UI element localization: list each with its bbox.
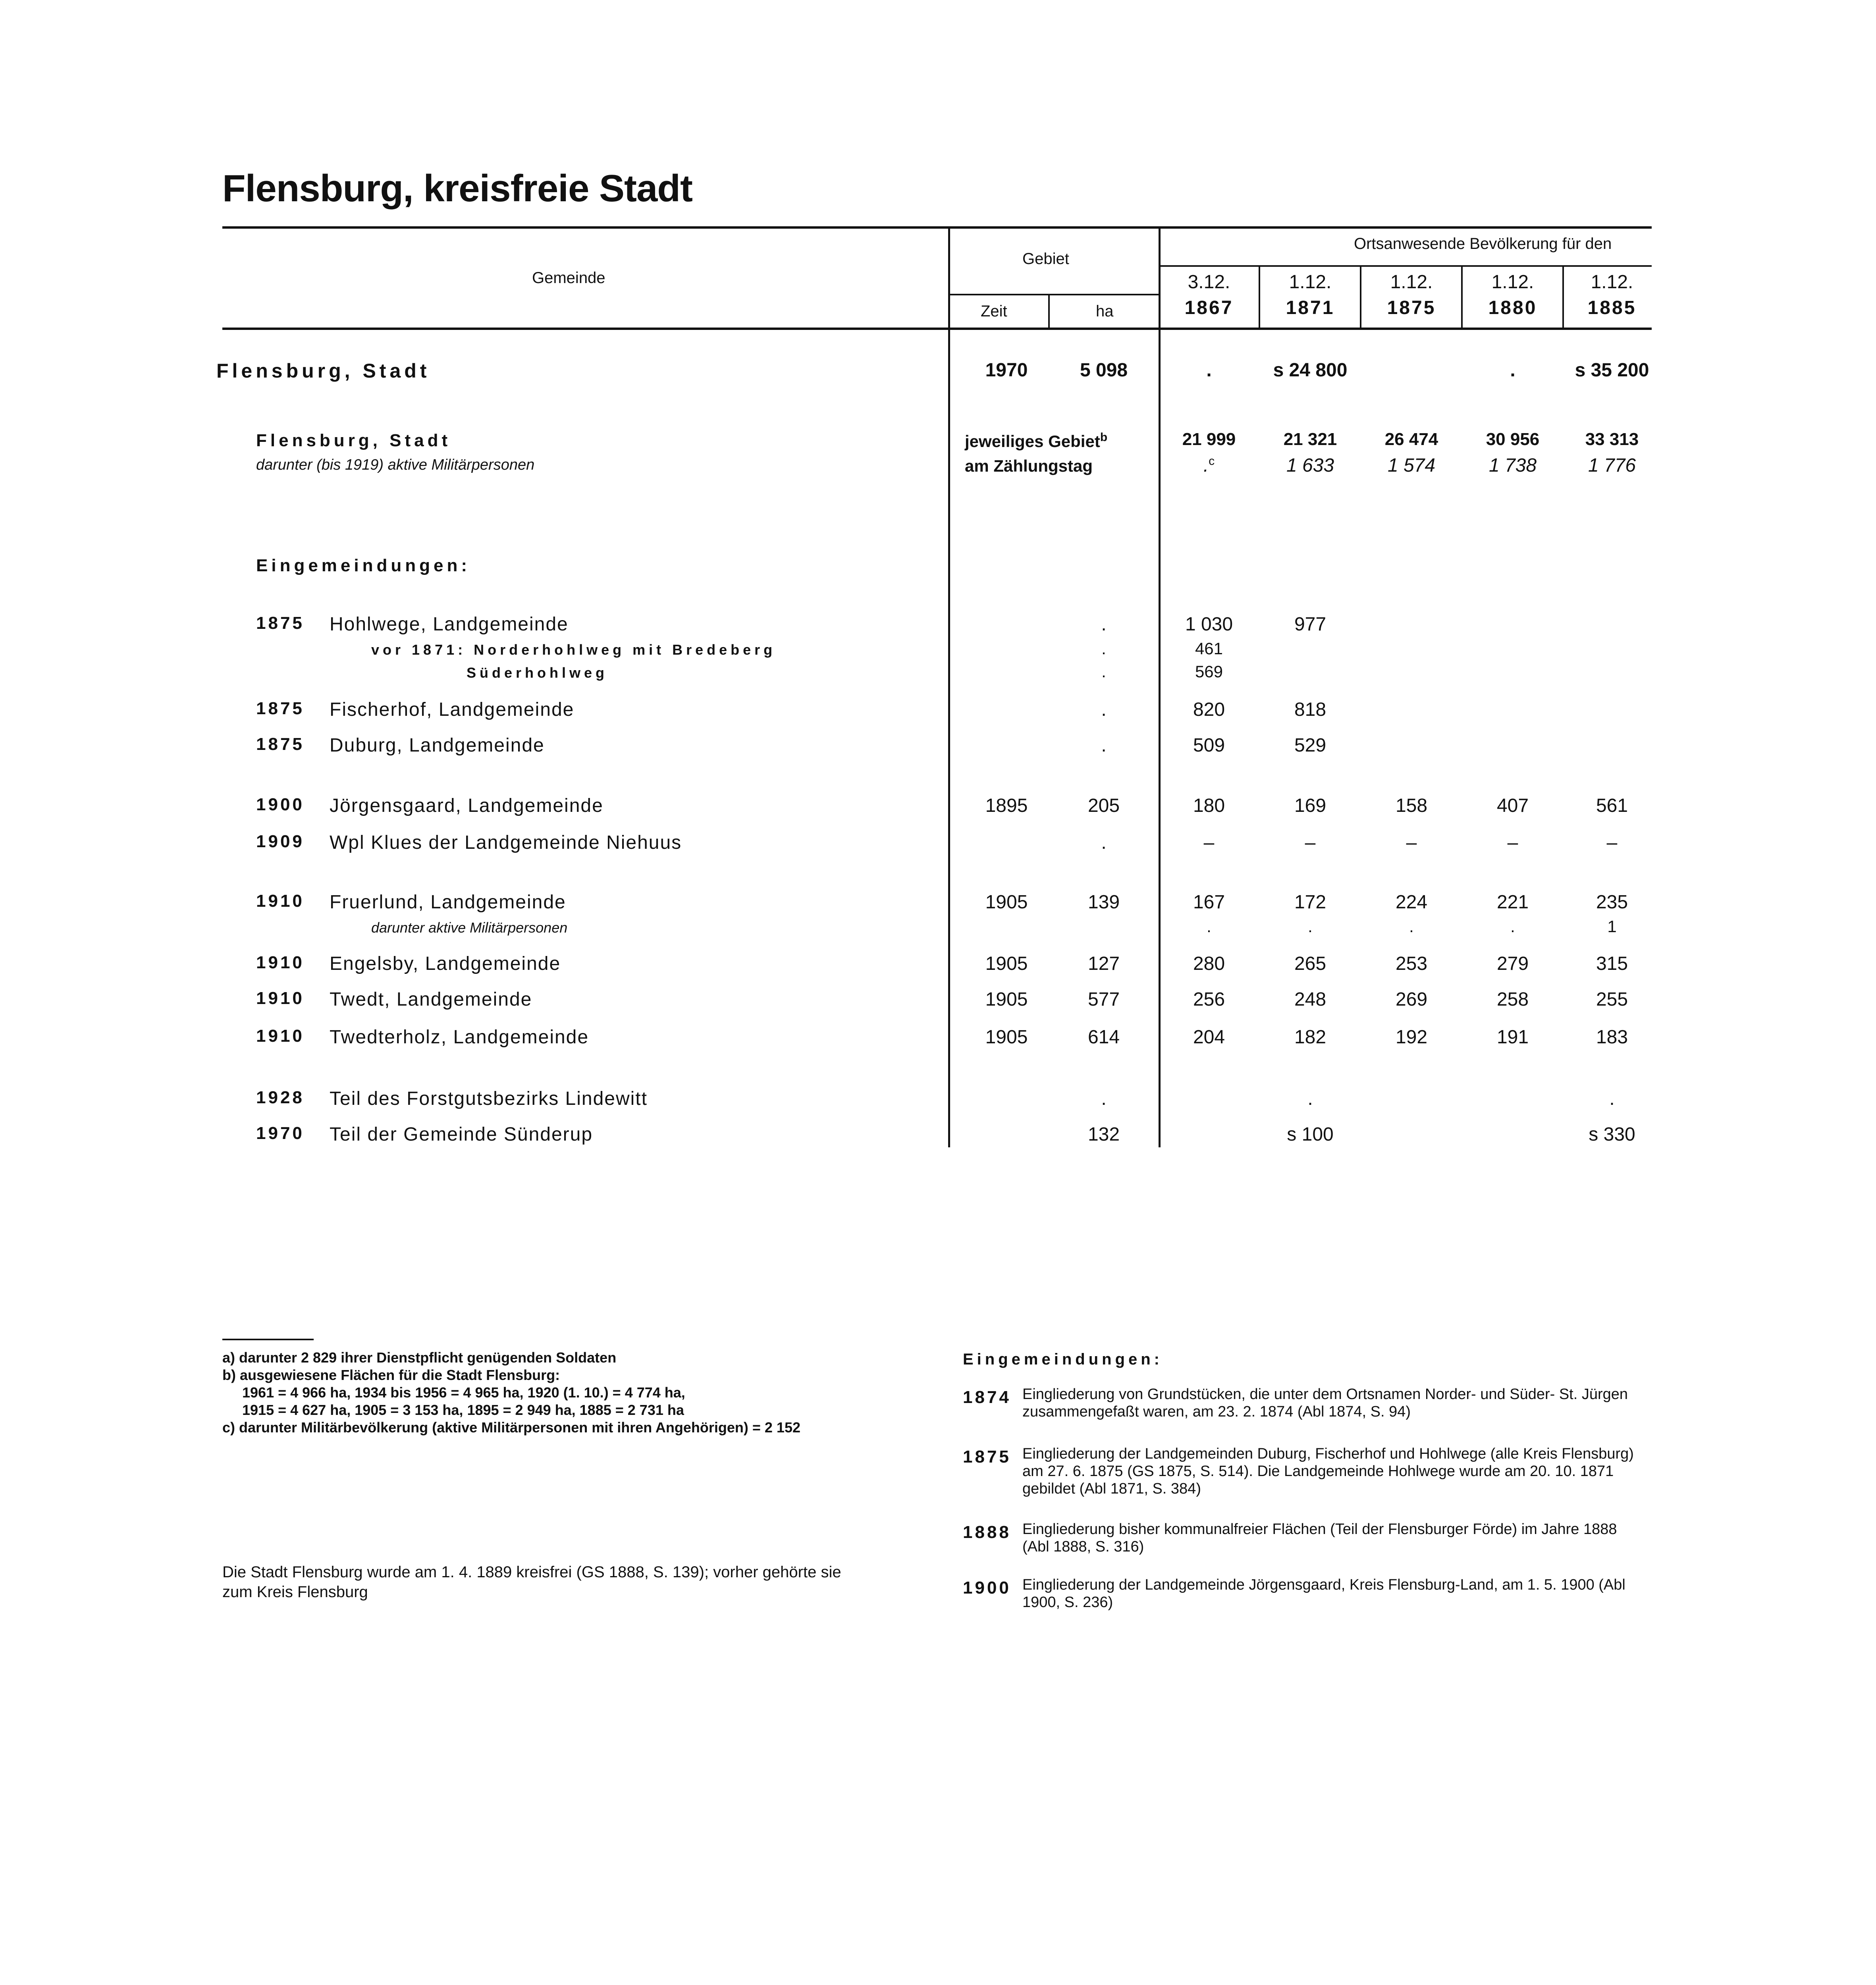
footnote-rule bbox=[222, 1339, 314, 1340]
row-value: 977 bbox=[1294, 614, 1327, 635]
row-name: Fischerhof, Landgemeinde bbox=[330, 699, 575, 720]
population-left-rule bbox=[1159, 226, 1161, 1147]
row-zeit: 1905 bbox=[985, 892, 1028, 913]
row-value: 269 bbox=[1395, 989, 1428, 1010]
row-name: Twedt, Landgemeinde bbox=[330, 989, 532, 1010]
right-note-text: Eingliederung der Landgemeinde Jörgensgaard, Kreis Flensburg-Land, am 1. 5. 1900 (Abl 1900, S. 236) bbox=[1022, 1576, 1625, 1611]
row-value: . bbox=[1308, 917, 1313, 936]
eingemeindungen-heading: Eingemeindungen: bbox=[256, 556, 470, 575]
row-zeit: 1905 bbox=[985, 989, 1028, 1010]
row-year: 1909 bbox=[256, 832, 305, 851]
row-ha: 132 bbox=[1087, 1124, 1120, 1145]
row-name: Jörgensgaard, Landgemeinde bbox=[330, 795, 603, 816]
row-value: 280 bbox=[1193, 953, 1225, 974]
stadt-gebiet-label bbox=[965, 431, 1107, 451]
row-value: 820 bbox=[1193, 699, 1225, 720]
main-row-ha: 5 098 bbox=[1080, 360, 1128, 381]
footnote-b-marker: b bbox=[1100, 431, 1108, 444]
footnote-b: b) ausgewiesene Flächen für die Stadt Flensburg: bbox=[222, 1367, 560, 1383]
row-zeit: 1905 bbox=[985, 1027, 1028, 1048]
footnote-c: c) darunter Militärbevölkerung (aktive Militärpersonen mit ihren Angehörigen) = 2 152 bbox=[222, 1419, 800, 1436]
row-ha: . bbox=[1101, 699, 1107, 720]
row-zeit: 1895 bbox=[985, 795, 1028, 816]
header-gebiet: Gebiet bbox=[1022, 250, 1069, 268]
row-name: Hohlwege, Landgemeinde bbox=[330, 614, 569, 635]
right-note-year: 1875 bbox=[963, 1447, 1011, 1467]
row-year: 1900 bbox=[256, 795, 305, 814]
row-ha: 139 bbox=[1087, 892, 1120, 913]
right-note-year: 1900 bbox=[963, 1578, 1011, 1598]
right-note-text: Eingliederung der Landgemeinden Duburg, Fischerhof und Hohlwege (alle Kreis Flensburg) am 27. 6. 1875 (GS 1875, S. 514). Die Landgemeinde Hohlwege wurde am 20. 10. 1871 gebildet (Abl 1871, S. 384) bbox=[1022, 1445, 1634, 1497]
stadt-sub-value: 1 776 bbox=[1588, 455, 1636, 476]
row-value: s 100 bbox=[1287, 1124, 1334, 1145]
page-title: Flensburg, kreisfreie Stadt bbox=[222, 167, 693, 210]
row-ha: . bbox=[1101, 1088, 1107, 1109]
row-ha: 614 bbox=[1087, 1027, 1120, 1048]
stadt-sub-value bbox=[1163, 455, 1255, 476]
row-value: 235 bbox=[1596, 892, 1628, 913]
census-year: 1871 bbox=[1286, 297, 1335, 318]
row-name: Engelsby, Landgemeinde bbox=[330, 953, 561, 974]
main-row-name: Flensburg, Stadt bbox=[216, 360, 430, 382]
row-ha: . bbox=[1101, 832, 1107, 853]
row-ha: . bbox=[1101, 735, 1107, 756]
row-value: 182 bbox=[1294, 1027, 1327, 1048]
census-year: 1875 bbox=[1387, 297, 1436, 318]
row-value: – bbox=[1203, 832, 1215, 853]
header-population: Ortsanwesende Bevölkerung für den bbox=[1354, 235, 1612, 252]
header-gemeinde: Gemeinde bbox=[532, 269, 605, 287]
stadt-sub-dot: . bbox=[1203, 455, 1209, 476]
main-row-zeit: 1970 bbox=[985, 360, 1028, 381]
footnote-a: a) darunter 2 829 ihrer Dienstpflicht genügenden Soldaten bbox=[222, 1349, 617, 1366]
row-value: 569 bbox=[1195, 662, 1223, 681]
footnote-c-marker: c bbox=[1209, 455, 1215, 468]
row-value: – bbox=[1406, 832, 1417, 853]
row-value: . bbox=[1510, 917, 1515, 936]
footnote-b-line: 1961 = 4 966 ha, 1934 bis 1956 = 4 965 ha, 1920 (1. 10.) = 4 774 ha, bbox=[242, 1384, 685, 1401]
table-top-rule bbox=[222, 226, 1652, 229]
row-value: 248 bbox=[1294, 989, 1327, 1010]
main-row-value: . bbox=[1510, 360, 1515, 381]
right-note-year: 1888 bbox=[963, 1522, 1011, 1542]
row-value: . bbox=[1409, 917, 1414, 936]
row-value: 224 bbox=[1395, 892, 1428, 913]
census-day: 1.12. bbox=[1289, 272, 1332, 293]
right-note-year: 1874 bbox=[963, 1388, 1011, 1407]
kreisfrei-note: Die Stadt Flensburg wurde am 1. 4. 1889 kreisfrei (GS 1888, S. 139); vorher gehörte sie zum Kreis Flensburg bbox=[222, 1563, 841, 1601]
header-bottom-rule bbox=[222, 328, 1652, 330]
census-year: 1867 bbox=[1184, 297, 1234, 318]
row-value: – bbox=[1305, 832, 1316, 853]
row-value: 180 bbox=[1193, 795, 1225, 816]
row-value: 169 bbox=[1294, 795, 1327, 816]
stadt-sub-value: 1 574 bbox=[1387, 455, 1436, 476]
row-name: Twedterholz, Landgemeinde bbox=[330, 1027, 589, 1048]
stadt-gebiet-label-2: am Zählungstag bbox=[965, 457, 1093, 475]
row-value: 1 bbox=[1607, 917, 1617, 936]
right-note-text: Eingliederung von Grundstücken, die unter dem Ortsnamen Norder- und Süder- St. Jürgen zusammengefaßt waren, am 23. 2. 1874 (Abl 1874, S. 94) bbox=[1022, 1386, 1628, 1420]
row-value: 191 bbox=[1496, 1027, 1529, 1048]
row-year: 1910 bbox=[256, 953, 305, 972]
footnote-b-line: 1915 = 4 627 ha, 1905 = 3 153 ha, 1895 = 2 949 ha, 1885 = 2 731 ha bbox=[242, 1402, 684, 1418]
header-ha: ha bbox=[1096, 303, 1114, 320]
gebiet-left-rule bbox=[948, 226, 950, 1147]
row-value: 221 bbox=[1496, 892, 1529, 913]
row-name: Teil des Forstgutsbezirks Lindewitt bbox=[330, 1088, 648, 1109]
stadt-row-sub: darunter (bis 1919) aktive Militärpersonen bbox=[256, 457, 535, 473]
row-value: 461 bbox=[1195, 639, 1223, 658]
main-row-value: s 35 200 bbox=[1575, 360, 1649, 381]
row-name: darunter aktive Militärpersonen bbox=[371, 919, 568, 936]
census-day: 1.12. bbox=[1591, 272, 1633, 293]
row-value: 509 bbox=[1193, 735, 1225, 756]
row-year: 1875 bbox=[256, 613, 305, 633]
row-value: 1 030 bbox=[1185, 614, 1233, 635]
row-year: 1875 bbox=[256, 699, 305, 718]
row-year: 1910 bbox=[256, 989, 305, 1008]
row-value: . bbox=[1207, 917, 1211, 936]
row-value: – bbox=[1507, 832, 1518, 853]
main-row-value: s 24 800 bbox=[1273, 360, 1348, 381]
row-year: 1875 bbox=[256, 734, 305, 754]
row-value: s 330 bbox=[1589, 1124, 1635, 1145]
row-zeit: 1905 bbox=[985, 953, 1028, 974]
row-name: vor 1871: Norderhohlweg mit Bredeberg bbox=[371, 642, 776, 658]
row-name: Teil der Gemeinde Sünderup bbox=[330, 1124, 593, 1145]
census-day: 1.12. bbox=[1491, 272, 1534, 293]
row-value: 183 bbox=[1596, 1027, 1628, 1048]
row-year: 1928 bbox=[256, 1088, 305, 1107]
row-value: 167 bbox=[1193, 892, 1225, 913]
stadt-value: 30 956 bbox=[1486, 430, 1540, 449]
row-value: 172 bbox=[1294, 892, 1327, 913]
stadt-value: 33 313 bbox=[1585, 430, 1639, 449]
census-day: 3.12. bbox=[1188, 272, 1230, 293]
row-name: Fruerlund, Landgemeinde bbox=[330, 892, 566, 913]
stadt-sub-value: 1 633 bbox=[1286, 455, 1334, 476]
row-ha: . bbox=[1101, 614, 1107, 635]
row-name: Duburg, Landgemeinde bbox=[330, 735, 545, 756]
right-note-text: Eingliederung bisher kommunalfreier Flächen (Teil der Flensburger Förde) im Jahre 1888 (Abl 1888, S. 316) bbox=[1022, 1521, 1617, 1555]
row-ha: 127 bbox=[1087, 953, 1120, 974]
row-value: 265 bbox=[1294, 953, 1327, 974]
row-ha: 577 bbox=[1087, 989, 1120, 1010]
main-row-value: . bbox=[1206, 360, 1212, 381]
row-value: 258 bbox=[1496, 989, 1529, 1010]
right-notes-heading: Eingemeindungen: bbox=[963, 1351, 1163, 1368]
row-year: 1910 bbox=[256, 891, 305, 911]
row-value: 818 bbox=[1294, 699, 1327, 720]
row-name: Wpl Klues der Landgemeinde Niehuus bbox=[330, 832, 682, 853]
row-value: 158 bbox=[1395, 795, 1428, 816]
row-value: 204 bbox=[1193, 1027, 1225, 1048]
stadt-row-name: Flensburg, Stadt bbox=[256, 431, 451, 450]
row-value: 529 bbox=[1294, 735, 1327, 756]
row-name: Süderhohlweg bbox=[467, 665, 608, 681]
row-ha: 205 bbox=[1087, 795, 1120, 816]
row-ha: . bbox=[1101, 662, 1106, 681]
row-value: 192 bbox=[1395, 1027, 1428, 1048]
stadt-value: 21 321 bbox=[1283, 430, 1337, 449]
census-year: 1885 bbox=[1587, 297, 1637, 318]
row-value: 407 bbox=[1496, 795, 1529, 816]
row-value: – bbox=[1606, 832, 1618, 853]
row-value: . bbox=[1609, 1088, 1615, 1109]
row-value: 279 bbox=[1496, 953, 1529, 974]
row-year: 1910 bbox=[256, 1026, 305, 1046]
row-value: 315 bbox=[1596, 953, 1628, 974]
stadt-value: 26 474 bbox=[1384, 430, 1438, 449]
census-year: 1880 bbox=[1488, 297, 1537, 318]
header-zeit: Zeit bbox=[981, 303, 1007, 320]
row-year: 1970 bbox=[256, 1124, 305, 1143]
stadt-sub-value: 1 738 bbox=[1488, 455, 1537, 476]
gebiet-text: jeweiliges Gebiet bbox=[965, 432, 1100, 451]
row-ha: . bbox=[1101, 639, 1106, 658]
row-value: 253 bbox=[1395, 953, 1428, 974]
row-value: 255 bbox=[1596, 989, 1628, 1010]
row-value: . bbox=[1307, 1088, 1313, 1109]
row-value: 256 bbox=[1193, 989, 1225, 1010]
stadt-value: 21 999 bbox=[1182, 430, 1236, 449]
census-day: 1.12. bbox=[1390, 272, 1433, 293]
row-value: 561 bbox=[1596, 795, 1628, 816]
